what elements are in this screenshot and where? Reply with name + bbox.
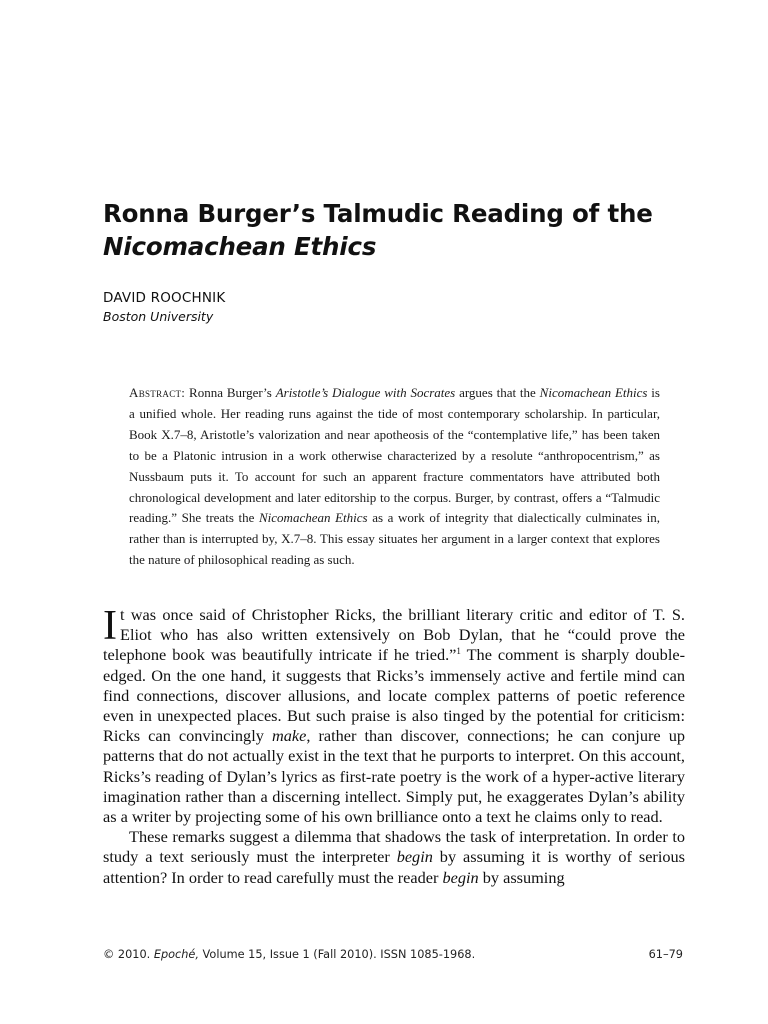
copyright-prefix: © 2010. [103, 948, 154, 961]
paragraph-1-text-1: t was once said of Christopher Ricks, the brilliant literary critic and editor of T. S. Eliot who has also written extensively on Bob Dylan, that he “could prove the telephone book was beautifully intricate if he tried.” [103, 605, 685, 665]
paragraph-2-text-3: by assuming [478, 867, 565, 887]
abstract-text-3: is a unified whole. Her reading runs against the tide of most contemporary scholarship. In particular, Book X.7–8, Aristotle’s valorization and near apotheosis of the “contemplative life,” has been taken to be a Platonic intrusion in a work otherwise characterized by a resolute “anthropocentrism,” as Nussbaum puts it. To account for such an apparent fracture commentators have attributed both chronological development and later editorship to the corpus. Burger, by contrast, offers a “Talmudic reading.” She treats the [129, 385, 660, 526]
abstract-text-1: Ronna Burger’s [185, 385, 276, 400]
footnote-marker: 1 [456, 646, 461, 657]
abstract [129, 383, 660, 571]
journal-name: Epoché, [153, 948, 199, 961]
paragraph-1-text-2: The comment is sharply double-edged. On the one hand, it suggests that Ricks’s immensely active and fertile mind can find connections, discover allusions, and locate complex patterns of poetic reference even in unexpected places. But such praise is also tinged by the potential for criticism: Ricks can convincingly [103, 645, 685, 746]
page-footer [103, 948, 683, 961]
article-title [103, 197, 703, 263]
page-range: 61–79 [648, 948, 683, 961]
paragraph-1 [103, 605, 685, 827]
abstract-italic-2: Nicomachean Ethics [539, 385, 648, 400]
author-name: DAVID ROOCHNIK [103, 290, 226, 306]
abstract-label: Abstract: [129, 385, 186, 400]
paragraph-2 [103, 827, 685, 888]
drop-cap: I [103, 603, 117, 649]
paragraph-2-italic-1: begin [396, 847, 433, 867]
abstract-text-2: argues that the [455, 385, 540, 400]
body-text [103, 605, 685, 888]
abstract-italic-3: Nicomachean Ethics [259, 510, 368, 526]
paragraph-1-text-3: , rather than discover, connections; he can conjure up patterns that do not actually exist in the text that he purports to interpret. On this account, Ricks’s reading of Dylan’s lyrics as first-rate poetry is the work of a hyper-active literary imagination rather than a discerning intellect. Simply put, he exaggerates Dylan’s ability as a writer by projecting some of his own brilliance onto a text he claims only to read. [103, 726, 685, 827]
paragraph-2-text-2: by assuming it is worthy of serious attention? In order to read carefully must the reader [103, 847, 685, 887]
title-line-1: Ronna Burger’s Talmudic Reading of the [103, 199, 653, 228]
paragraph-2-text-1: These remarks suggest a dilemma that shadows the task of interpretation. In order to study a text seriously must the interpreter [103, 827, 685, 867]
title-line-2: Nicomachean Ethics [103, 232, 377, 261]
author-affiliation: Boston University [103, 309, 214, 324]
abstract-text-4: as a work of integrity that dialectically culminates in, rather than is interrupted by, X.7–8. This essay situates her argument in a larger context that explores the nature of philosophical reading as such. [129, 510, 660, 568]
paragraph-1-italic-1: make [271, 726, 307, 746]
paragraph-2-italic-2: begin [442, 867, 479, 887]
abstract-italic-1: Aristotle’s Dialogue with Socrates [275, 385, 456, 400]
issue-info: Volume 15, Issue 1 (Fall 2010). ISSN 1085-1968. [198, 948, 476, 961]
